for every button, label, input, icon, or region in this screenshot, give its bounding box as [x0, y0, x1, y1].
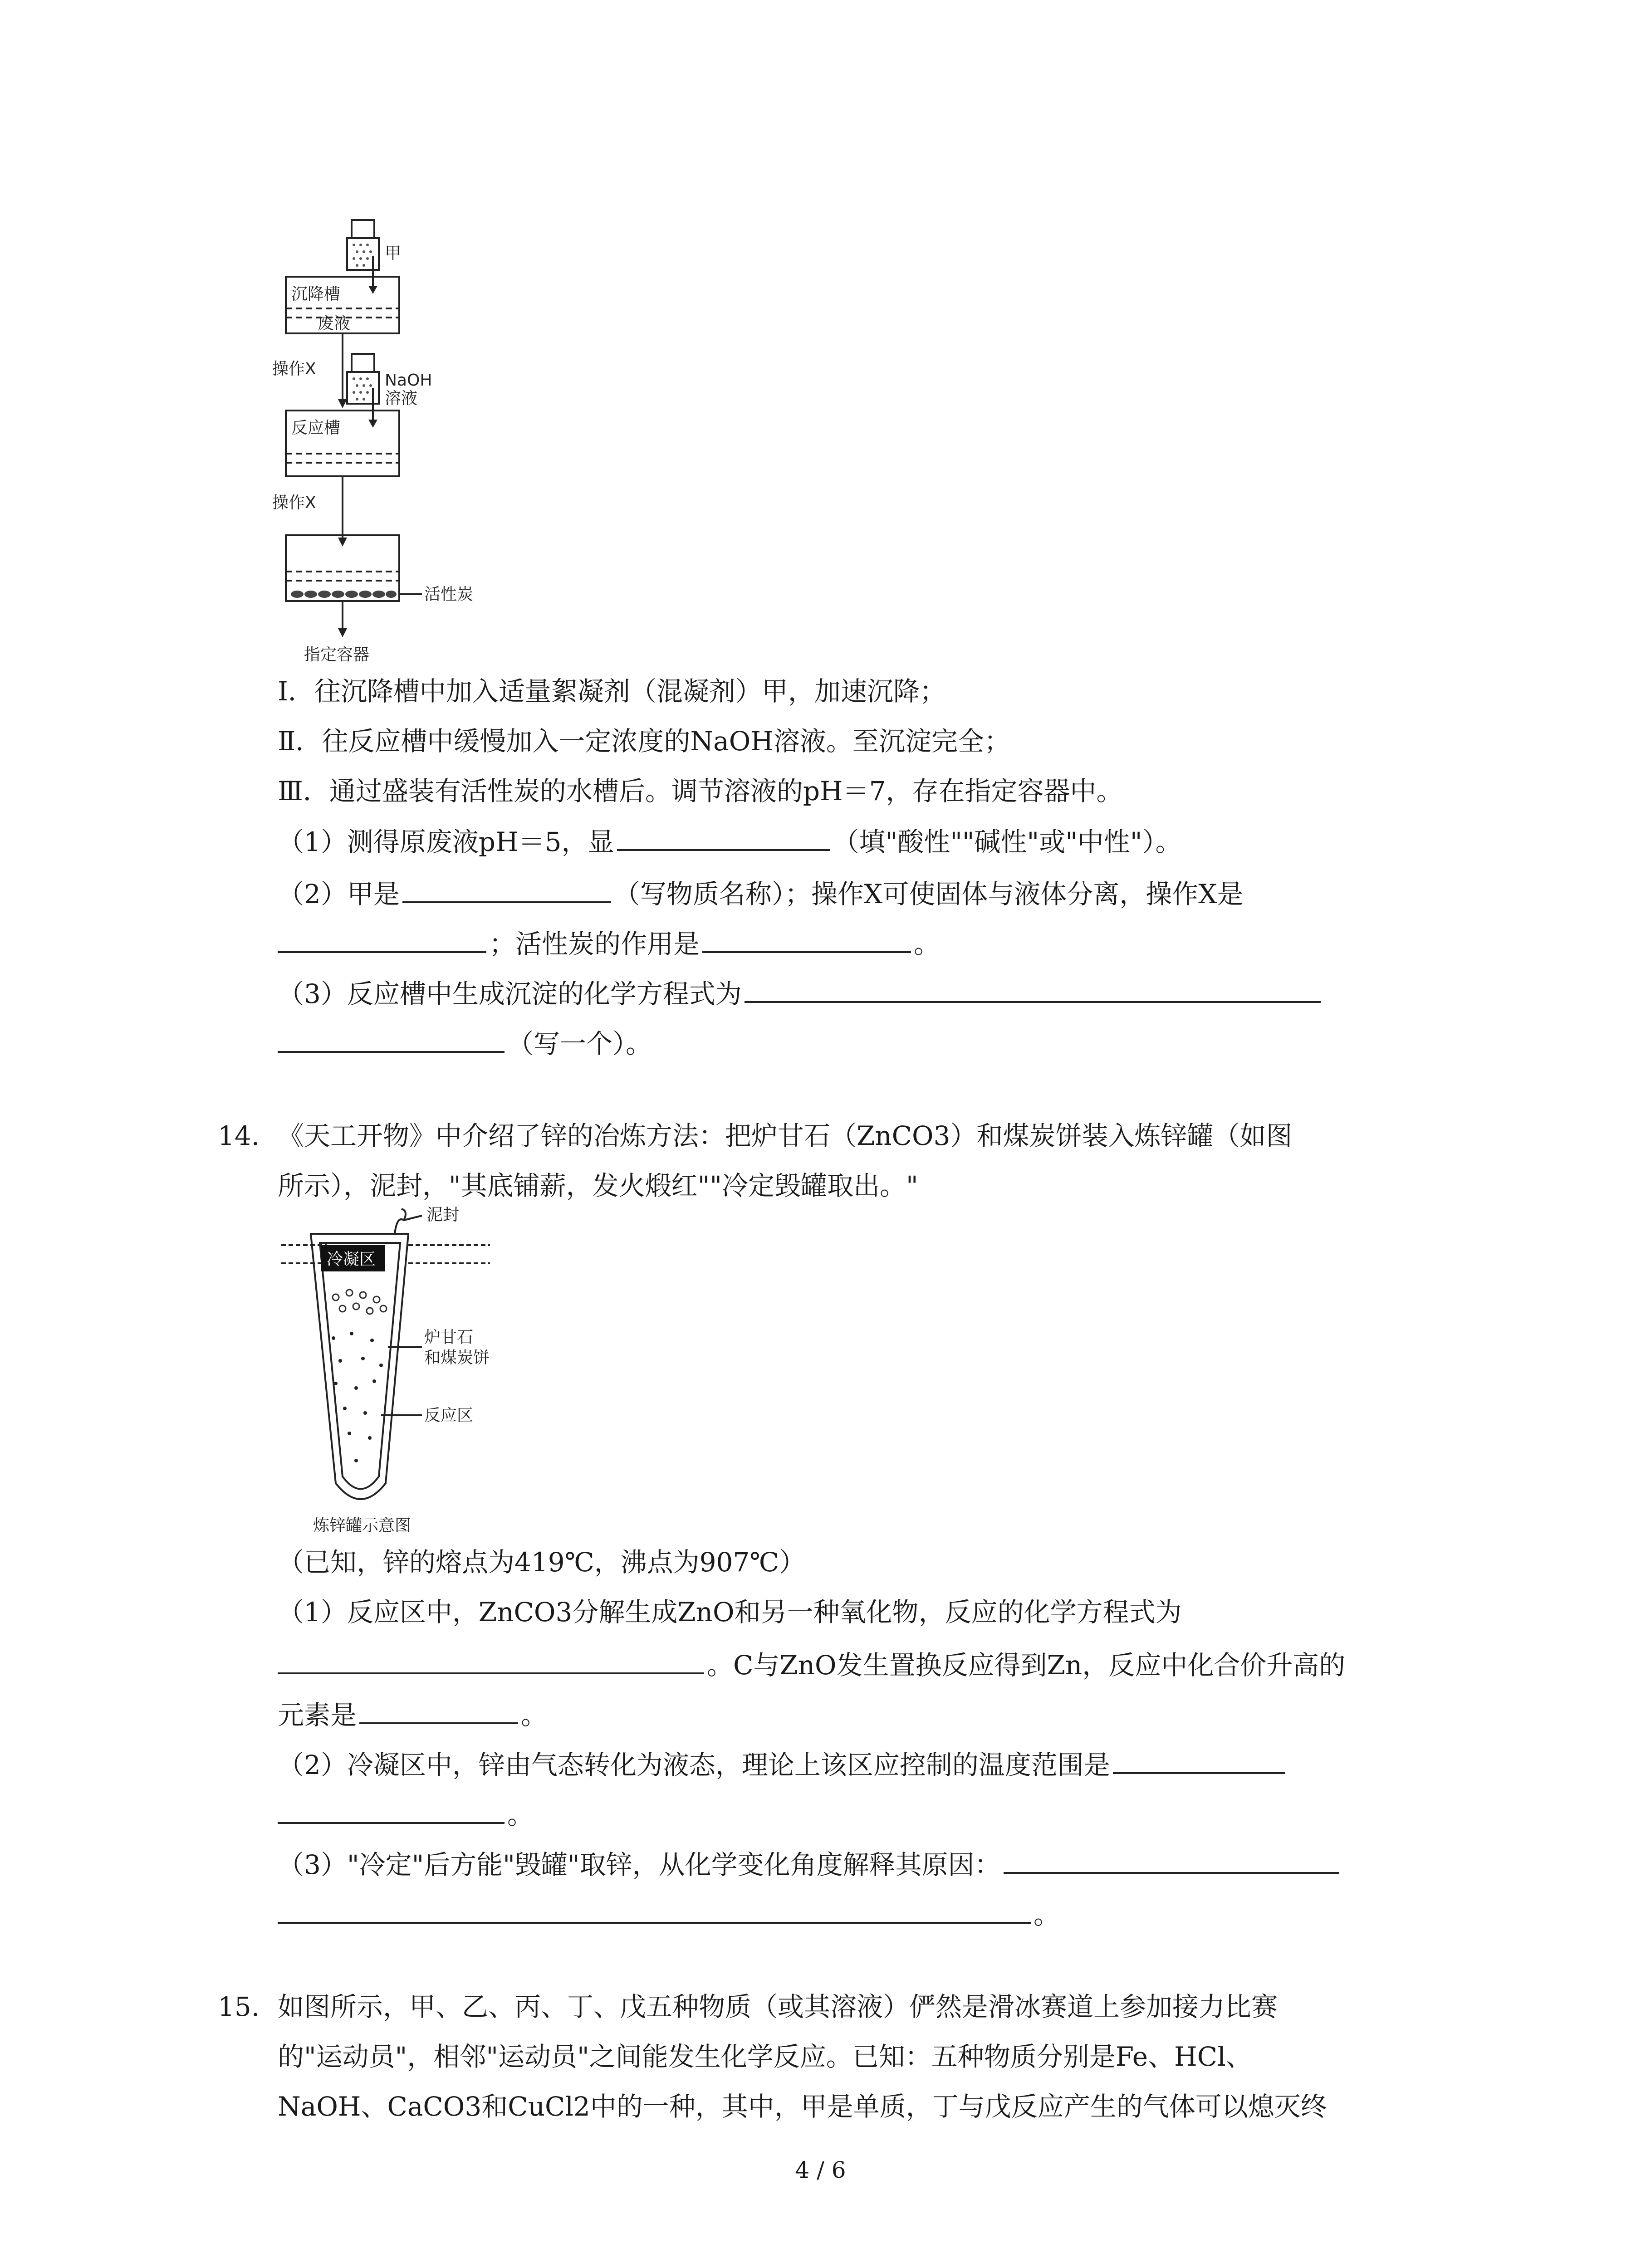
q14-part3-line1	[278, 1848, 1342, 1878]
q14-part1-blank-2[interactable]	[359, 1699, 518, 1724]
treatment-flow-diagram	[272, 218, 508, 671]
q13-part1	[278, 826, 1182, 855]
liquid1-label: 废液	[318, 314, 351, 333]
q13-part3-blank-1[interactable]	[745, 978, 1321, 1003]
page-number: 4 / 6	[795, 2157, 846, 2183]
q13-part3-blank-2[interactable]	[278, 1027, 505, 1053]
reagent2-label-a: NaOH	[385, 371, 432, 390]
q14-part1-blank-1[interactable]	[278, 1649, 704, 1674]
reaction-zone-label: 反应区	[424, 1406, 474, 1425]
q14-part1-line1: （1）反应区中，ZnCO3分解生成ZnO和另一种氧化物，反应的化学方程式为	[278, 1597, 1182, 1628]
charge-label-2: 和煤炭饼	[424, 1349, 490, 1367]
q14-part1-line2	[278, 1649, 1346, 1681]
q14-part1-text-d: 。	[521, 1700, 548, 1730]
q14-part2-text-a: （2）冷凝区中，锌由气态转化为液态，理论上该区应控制的温度范围是	[278, 1750, 1110, 1780]
q13-part2-blank-3[interactable]	[702, 928, 911, 953]
zinc-smelting-pot-diagram	[272, 1202, 590, 1542]
dest-label: 指定容器	[304, 645, 370, 664]
q15-stem-line3: NaOH、CaCO3和CuCl2中的一种，其中，甲是单质，丁与戊反应产生的气体可以熄灭终	[278, 2091, 1327, 2122]
q14-part2-line1	[278, 1749, 1288, 1778]
q15-stem-line2: 的"运动员"，相邻"运动员"之间能发生化学反应。已知：五种物质分别是Fe、HCl、	[278, 2041, 1252, 2072]
reagent1-label: 甲	[385, 244, 402, 263]
step-3: Ⅲ．通过盛装有活性炭的水槽后。调节溶液的pH＝7，存在指定容器中。	[278, 776, 1123, 807]
q15-number: 15.	[218, 1991, 260, 2022]
step-1: Ⅰ．往沉降槽中加入适量絮凝剂（混凝剂）甲，加速沉降；	[278, 676, 946, 707]
q13-part2-line1	[278, 878, 1244, 907]
q14-part1-text-c: 元素是	[278, 1700, 357, 1730]
q14-part1-text-b: 。C与ZnO发生置换反应得到Zn，反应中化合价升高的	[707, 1650, 1346, 1681]
op1-label: 操作X	[272, 360, 316, 378]
q13-part2-text-b: （写物质名称）；操作X可使固体与液体分离，操作X是	[613, 879, 1244, 909]
q13-part3-line2	[278, 1027, 652, 1057]
carbon-label: 活性炭	[424, 585, 474, 604]
q14-part2-blank-1[interactable]	[1113, 1749, 1285, 1774]
q14-part2-text-b: 。	[507, 1799, 534, 1830]
q14-part1-line3	[278, 1699, 547, 1728]
q14-part3-blank-1[interactable]	[1004, 1848, 1339, 1874]
pot-caption: 炼锌罐示意图	[313, 1516, 411, 1535]
q14-part3-text-a: （3）"冷定"后方能"毁罐"取锌，从化学变化角度解释其原因：	[278, 1849, 1001, 1880]
step-2: Ⅱ．往反应槽中缓慢加入一定浓度的NaOH溶液。至沉淀完全；	[278, 726, 1010, 757]
q14-part3-line2	[278, 1898, 1060, 1928]
q13-part2-text-c: ；活性炭的作用是	[489, 929, 700, 959]
charge-label-1: 炉甘石	[424, 1328, 474, 1347]
q13-part1-blank[interactable]	[617, 826, 830, 851]
q14-known: （已知，锌的熔点为419℃，沸点为907℃）	[278, 1547, 806, 1578]
q13-part2-text-d: 。	[914, 929, 941, 959]
q15-stem-line1: 如图所示，甲、乙、丙、丁、戊五种物质（或其溶液）俨然是滑冰赛道上参加接力比赛	[278, 1991, 1278, 2022]
q13-part1-text-a: （1）测得原废液pH＝5，显	[278, 826, 614, 857]
q14-part2-line2	[278, 1799, 534, 1828]
q13-part2-line2	[278, 928, 940, 957]
q14-stem-line1: 《天工开物》中介绍了锌的冶炼方法：把炉甘石（ZnCO3）和煤炭饼装入炼锌罐（如图	[278, 1120, 1293, 1151]
q14-part3-text-b: 。	[1034, 1899, 1060, 1930]
q13-part3-text-a: （3）反应槽中生成沉淀的化学方程式为	[278, 978, 742, 1009]
condense-zone-label: 冷凝区	[327, 1250, 376, 1269]
q14-stem-line2: 所示），泥封，"其底铺薪，发火煅红""冷定毁罐取出。"	[278, 1170, 918, 1201]
seal-label: 泥封	[426, 1206, 460, 1224]
q14-part2-blank-2[interactable]	[278, 1799, 505, 1824]
tank2-label: 反应槽	[291, 419, 341, 437]
q13-part2-blank-2[interactable]	[278, 928, 486, 953]
q13-part2-text-a: （2）甲是	[278, 879, 400, 909]
q13-part3-line1	[278, 978, 1323, 1007]
q13-part1-text-b: （填"酸性""碱性"或"中性"）。	[833, 826, 1182, 857]
op2-label: 操作X	[272, 494, 316, 512]
q13-part3-text-b: （写一个）。	[507, 1028, 652, 1059]
q14-part3-blank-2[interactable]	[278, 1898, 1031, 1924]
q14-number: 14.	[218, 1120, 260, 1151]
reagent2-label-b: 溶液	[385, 389, 418, 408]
q13-part2-blank-1[interactable]	[402, 878, 611, 903]
tank1-label: 沉降槽	[291, 285, 341, 303]
